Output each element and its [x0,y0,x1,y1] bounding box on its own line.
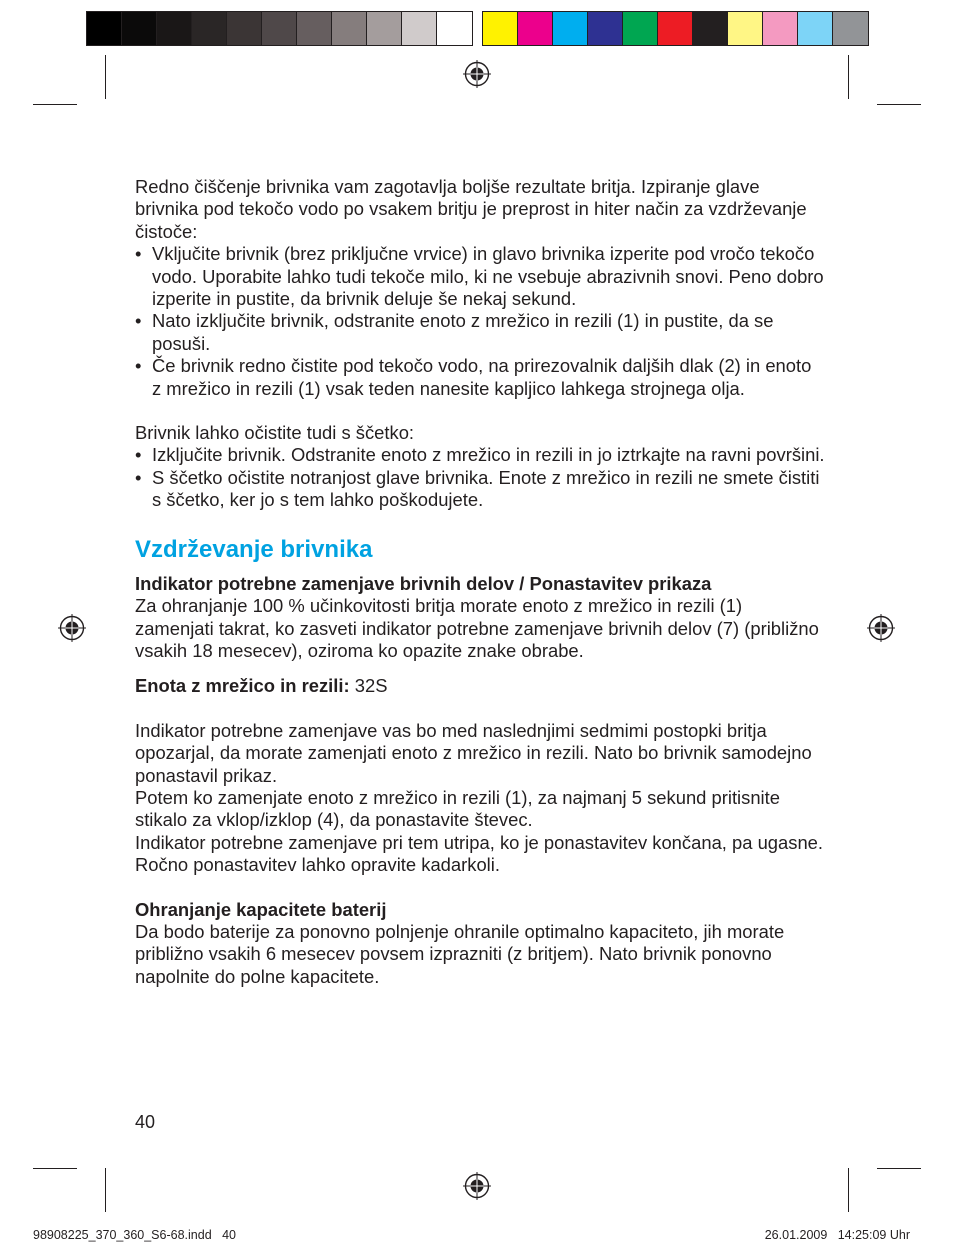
file-name-slug: 98908225_370_360_S6-68.indd 40 [33,1228,236,1242]
spacer [135,400,825,422]
gray-swatch [262,12,297,45]
color-swatch [728,12,763,45]
color-swatch [518,12,553,45]
page-number: 40 [135,1112,156,1132]
crop-mark [848,55,849,99]
registration-mark-icon [463,60,491,88]
brush-steps-list [135,444,825,511]
gray-swatch [402,12,437,45]
reset-paragraph: Indikator potrebne zamenjave vas bo med naslednjimi sedmimi postopki britja opozarjal, da morate zamenjati enoto z mrežico in rezili. Nato bo brivnik samodejno ponastavil prikaz. [135,719,812,786]
part-number-label: Enota z mrežico in rezili: [135,675,350,697]
crop-mark [877,104,921,105]
list-item: • Vključite brivnik (brez priključne vrvice) in glavo brivnika izperite pod vročo tekočo vodo. Uporabite lahko tudi tekoče milo, ki ne vsebuje abrazivnih snovi. Peno dobro izperite in pustite, da brivnik deluje še nekaj sekund. [135,243,825,310]
registration-mark-icon [867,614,895,642]
part-number-line [135,675,825,697]
color-swatch [623,12,658,45]
battery-subheading: Ohranjanje kapacitete baterij [135,898,387,920]
reset-paragraph: Indikator potrebne zamenjave pri tem utripa, ko je ponastavitev končana, pa ugasne. Ročno ponastavitev lahko opravite kadarkoli. [135,831,824,876]
spacer [135,698,825,720]
gray-swatch [192,12,227,45]
reset-paragraph: Potem ko zamenjate enoto z mrežico in rezili (1), za najmanj 5 sekund pritisnite stikalo za vklop/izklop (4), da ponastavite števec. [135,786,780,831]
crop-mark [33,1168,77,1169]
color-swatch [553,12,588,45]
crop-mark [105,1168,106,1212]
part-number-value: 32S [354,675,388,697]
color-swatch [658,12,693,45]
manual-page-content [135,176,825,988]
list-item: • Nato izključite brivnik, odstranite enoto z mrežico in rezili (1) in pustite, da se posuši. [135,310,825,355]
gray-swatch [297,12,332,45]
color-swatch [833,12,868,45]
gray-swatch [227,12,262,45]
registration-mark-icon [58,614,86,642]
color-swatch [693,12,728,45]
list-item: • Izključite brivnik. Odstranite enoto z mrežico in rezili in jo iztrkajte na ravni površini. [135,444,825,466]
spacer [135,877,825,899]
crop-mark [848,1168,849,1212]
gray-swatch [122,12,157,45]
process-color-bar [482,11,869,46]
cleaning-intro-paragraph: Redno čiščenje brivnika vam zagotavlja boljše rezultate britja. Izpiranje glave brivnika pod tekočo vodo po vsakem britju je preprost in hiter način za vzdrževanje čistoče: [135,176,807,242]
indicator-subheading: Indikator potrebne zamenjave brivnih delov / Ponastavitev prikaza [135,572,712,594]
timestamp-slug: 26.01.2009 14:25:09 Uhr [764,1228,910,1242]
gray-swatch [87,12,122,45]
color-swatch [763,12,798,45]
crop-mark [105,55,106,99]
crop-mark [877,1168,921,1169]
gray-swatch [332,12,367,45]
brush-cleaning-paragraph: Brivnik lahko očistite tudi s ščetko: [135,422,415,444]
grayscale-color-bar [86,11,473,46]
gray-swatch [157,12,192,45]
indicator-paragraph: Za ohranjanje 100 % učinkovitosti britja morate enoto z mrežico in rezili (1) zamenjati takrat, ko zasveti indikator potrebne zamenjave brivnih delov (7) (približno vsakih 18 mesecev), oziroma ko opazite znake obrabe. [135,595,819,661]
color-swatch [588,12,623,45]
battery-paragraph: Da bodo baterije za ponovno polnjenje ohranile optimalno kapaciteto, jih morate približno vsakih 6 mesecev povsem izprazniti (z britjem). Nato brivnik ponovno napolnite do polne kapacitete. [135,920,785,987]
gray-swatch [437,12,472,45]
spacer [135,662,825,675]
section-heading: Vzdrževanje brivnika [135,535,373,563]
color-swatch [483,12,518,45]
registration-mark-icon [463,1172,491,1200]
crop-mark [33,104,77,105]
gray-swatch [367,12,402,45]
list-item: • Če brivnik redno čistite pod tekočo vodo, na prirezovalnik daljših dlak (2) in enoto z mrežico in rezili (1) vsak teden nanesite kapljico lahkega strojnega olja. [135,355,825,400]
cleaning-steps-list [135,243,825,400]
color-swatch [798,12,833,45]
list-item: • S ščetko očistite notranjost glave brivnika. Enote z mrežico in rezili ne smete čistiti s ščetko, ker jo s tem lahko poškodujete. [135,467,825,512]
